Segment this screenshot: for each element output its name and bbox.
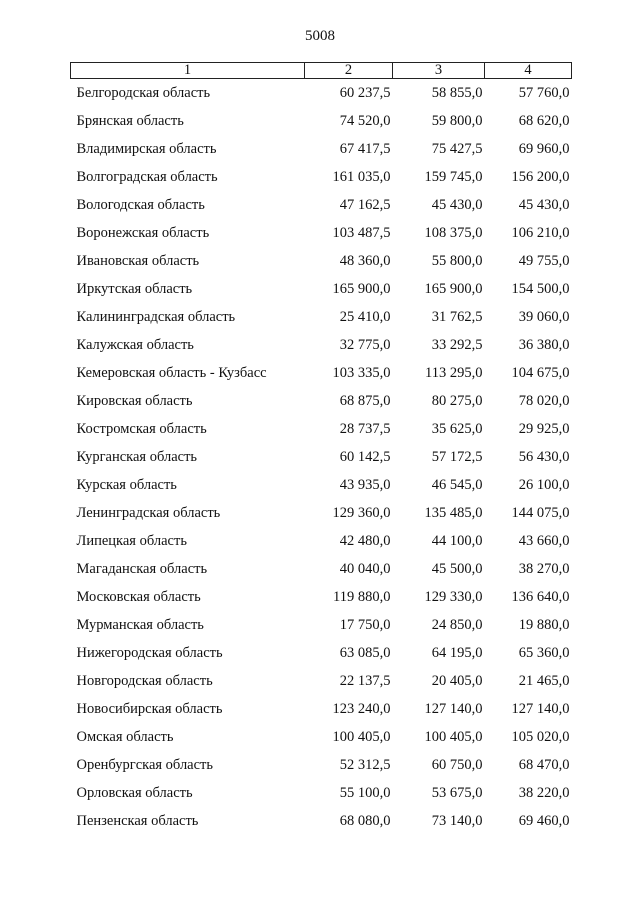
value-cell-col3: 73 140,0 xyxy=(431,813,483,829)
value-cell-col4: 57 760,0 xyxy=(518,85,570,101)
region-name-cell: Брянская область xyxy=(76,113,184,129)
table-row xyxy=(71,471,572,499)
value-cell-col3: 159 745,0 xyxy=(424,169,483,185)
value-cell-col2: 43 935,0 xyxy=(339,477,391,493)
value-cell-col4: 69 460,0 xyxy=(518,813,570,829)
value-cell-col3: 129 330,0 xyxy=(424,589,483,605)
value-cell-col3: 113 295,0 xyxy=(425,365,483,381)
table-row xyxy=(71,163,572,191)
column-header-4: 4 xyxy=(485,63,572,79)
value-cell-col4: 68 470,0 xyxy=(518,757,570,773)
region-name-cell: Вологодская область xyxy=(76,197,205,213)
region-name-cell: Магаданская область xyxy=(76,561,208,577)
column-header-2: 2 xyxy=(305,63,393,79)
data-table xyxy=(70,62,572,835)
region-name-cell: Белгородская область xyxy=(76,85,211,101)
value-cell-col4: 21 465,0 xyxy=(518,673,570,689)
value-cell-col3: 108 375,0 xyxy=(424,225,483,241)
value-cell-col3: 45 500,0 xyxy=(431,561,483,577)
value-cell-col3: 44 100,0 xyxy=(431,533,483,549)
table-row xyxy=(71,667,572,695)
value-cell-col4: 38 220,0 xyxy=(518,785,570,801)
region-name-cell: Волгоградская область xyxy=(76,169,218,185)
page-number: 5008 xyxy=(305,28,335,44)
value-cell-col2: 67 417,5 xyxy=(339,141,391,157)
value-cell-col4: 49 755,0 xyxy=(518,253,570,269)
region-name-cell: Орловская область xyxy=(76,785,193,801)
table-header xyxy=(71,63,572,79)
table-row xyxy=(71,359,572,387)
value-cell-col2: 32 775,0 xyxy=(339,337,391,353)
region-name-cell: Кировская область xyxy=(76,393,193,409)
value-cell-col2: 165 900,0 xyxy=(332,281,391,297)
value-cell-col2: 161 035,0 xyxy=(332,169,391,185)
table-row xyxy=(71,695,572,723)
value-cell-col4: 29 925,0 xyxy=(518,421,570,437)
table-row xyxy=(71,275,572,303)
value-cell-col4: 78 020,0 xyxy=(518,393,570,409)
table-row xyxy=(71,219,572,247)
value-cell-col3: 58 855,0 xyxy=(431,85,483,101)
region-name-cell: Оренбургская область xyxy=(76,757,214,773)
region-name-cell: Липецкая область xyxy=(76,533,187,549)
header-row xyxy=(71,63,572,79)
value-cell-col3: 35 625,0 xyxy=(431,421,483,437)
value-cell-col3: 64 195,0 xyxy=(431,645,483,661)
table-row xyxy=(71,555,572,583)
value-cell-col4: 127 140,0 xyxy=(511,701,570,717)
table-row xyxy=(71,639,572,667)
value-cell-col4: 36 380,0 xyxy=(518,337,570,353)
value-cell-col3: 127 140,0 xyxy=(424,701,483,717)
region-name-cell: Кемеровская область - Кузбасс xyxy=(76,365,267,381)
table-row xyxy=(71,611,572,639)
table-row xyxy=(71,751,572,779)
region-name-cell: Иркутская область xyxy=(76,281,193,297)
value-cell-col3: 135 485,0 xyxy=(424,505,483,521)
table-row xyxy=(71,807,572,835)
table-body xyxy=(71,79,572,836)
value-cell-col2: 103 487,5 xyxy=(332,225,391,241)
value-cell-col4: 19 880,0 xyxy=(518,617,570,633)
table-row xyxy=(71,331,572,359)
table-row xyxy=(71,191,572,219)
table-row xyxy=(71,135,572,163)
column-header-3: 3 xyxy=(393,63,485,79)
value-cell-col3: 31 762,5 xyxy=(431,309,483,325)
value-cell-col4: 45 430,0 xyxy=(518,197,570,213)
region-name-cell: Ивановская область xyxy=(76,253,200,269)
value-cell-col4: 156 200,0 xyxy=(511,169,570,185)
value-cell-col4: 136 640,0 xyxy=(511,589,570,605)
table-row xyxy=(71,387,572,415)
value-cell-col2: 25 410,0 xyxy=(339,309,391,325)
value-cell-col2: 22 137,5 xyxy=(339,673,391,689)
region-name-cell: Курская область xyxy=(76,477,177,493)
value-cell-col2: 48 360,0 xyxy=(339,253,391,269)
value-cell-col4: 154 500,0 xyxy=(511,281,570,297)
value-cell-col3: 24 850,0 xyxy=(431,617,483,633)
value-cell-col4: 56 430,0 xyxy=(518,449,570,465)
value-cell-col2: 60 237,5 xyxy=(339,85,391,101)
value-cell-col2: 40 040,0 xyxy=(339,561,391,577)
table-row xyxy=(71,527,572,555)
region-name-cell: Мурманская область xyxy=(76,617,204,633)
region-name-cell: Пензенская область xyxy=(76,813,199,829)
value-cell-col3: 75 427,5 xyxy=(431,141,483,157)
table-row xyxy=(71,779,572,807)
value-cell-col3: 53 675,0 xyxy=(431,785,483,801)
value-cell-col2: 129 360,0 xyxy=(332,505,391,521)
value-cell-col3: 57 172,5 xyxy=(431,449,483,465)
value-cell-col4: 104 675,0 xyxy=(511,365,570,381)
column-header-1: 1 xyxy=(71,63,305,79)
value-cell-col2: 100 405,0 xyxy=(332,729,391,745)
value-cell-col4: 68 620,0 xyxy=(518,113,570,129)
value-cell-col2: 68 875,0 xyxy=(339,393,391,409)
value-cell-col3: 33 292,5 xyxy=(431,337,483,353)
region-name-cell: Владимирская область xyxy=(76,141,217,157)
table-row xyxy=(71,443,572,471)
value-cell-col2: 68 080,0 xyxy=(339,813,391,829)
value-cell-col2: 47 162,5 xyxy=(339,197,391,213)
region-name-cell: Омская область xyxy=(76,729,174,745)
value-cell-col4: 144 075,0 xyxy=(511,505,570,521)
table-row xyxy=(71,415,572,443)
value-cell-col4: 105 020,0 xyxy=(511,729,570,745)
value-cell-col2: 28 737,5 xyxy=(339,421,391,437)
value-cell-col2: 55 100,0 xyxy=(339,785,391,801)
value-cell-col4: 26 100,0 xyxy=(518,477,570,493)
value-cell-col2: 60 142,5 xyxy=(339,449,391,465)
value-cell-col3: 165 900,0 xyxy=(424,281,483,297)
value-cell-col2: 42 480,0 xyxy=(339,533,391,549)
value-cell-col2: 123 240,0 xyxy=(332,701,391,717)
table-row xyxy=(71,499,572,527)
value-cell-col3: 60 750,0 xyxy=(431,757,483,773)
table-row xyxy=(71,79,572,108)
value-cell-col3: 100 405,0 xyxy=(424,729,483,745)
region-name-cell: Ленинградская область xyxy=(76,505,221,521)
value-cell-col3: 46 545,0 xyxy=(431,477,483,493)
value-cell-col4: 43 660,0 xyxy=(518,533,570,549)
value-cell-col2: 119 880,0 xyxy=(333,589,391,605)
value-cell-col3: 55 800,0 xyxy=(431,253,483,269)
region-name-cell: Костромская область xyxy=(76,421,207,437)
region-name-cell: Калининградская область xyxy=(76,309,236,325)
region-name-cell: Нижегородская область xyxy=(76,645,223,661)
value-cell-col2: 17 750,0 xyxy=(339,617,391,633)
value-cell-col4: 39 060,0 xyxy=(518,309,570,325)
value-cell-col2: 103 335,0 xyxy=(332,365,391,381)
region-name-cell: Курганская область xyxy=(76,449,198,465)
value-cell-col4: 38 270,0 xyxy=(518,561,570,577)
value-cell-col3: 20 405,0 xyxy=(431,673,483,689)
value-cell-col4: 106 210,0 xyxy=(511,225,570,241)
table-row xyxy=(71,723,572,751)
value-cell-col3: 59 800,0 xyxy=(431,113,483,129)
region-name-cell: Воронежская область xyxy=(76,225,210,241)
value-cell-col2: 63 085,0 xyxy=(339,645,391,661)
region-name-cell: Калужская область xyxy=(76,337,194,353)
table-row xyxy=(71,303,572,331)
region-name-cell: Московская область xyxy=(76,589,201,605)
value-cell-col3: 80 275,0 xyxy=(431,393,483,409)
table-row xyxy=(71,583,572,611)
region-name-cell: Новгородская область xyxy=(76,673,213,689)
value-cell-col4: 69 960,0 xyxy=(518,141,570,157)
value-cell-col4: 65 360,0 xyxy=(518,645,570,661)
table-row xyxy=(71,107,572,135)
value-cell-col2: 74 520,0 xyxy=(339,113,391,129)
value-cell-col2: 52 312,5 xyxy=(339,757,391,773)
value-cell-col3: 45 430,0 xyxy=(431,197,483,213)
region-name-cell: Новосибирская область xyxy=(76,701,223,717)
table-row xyxy=(71,247,572,275)
